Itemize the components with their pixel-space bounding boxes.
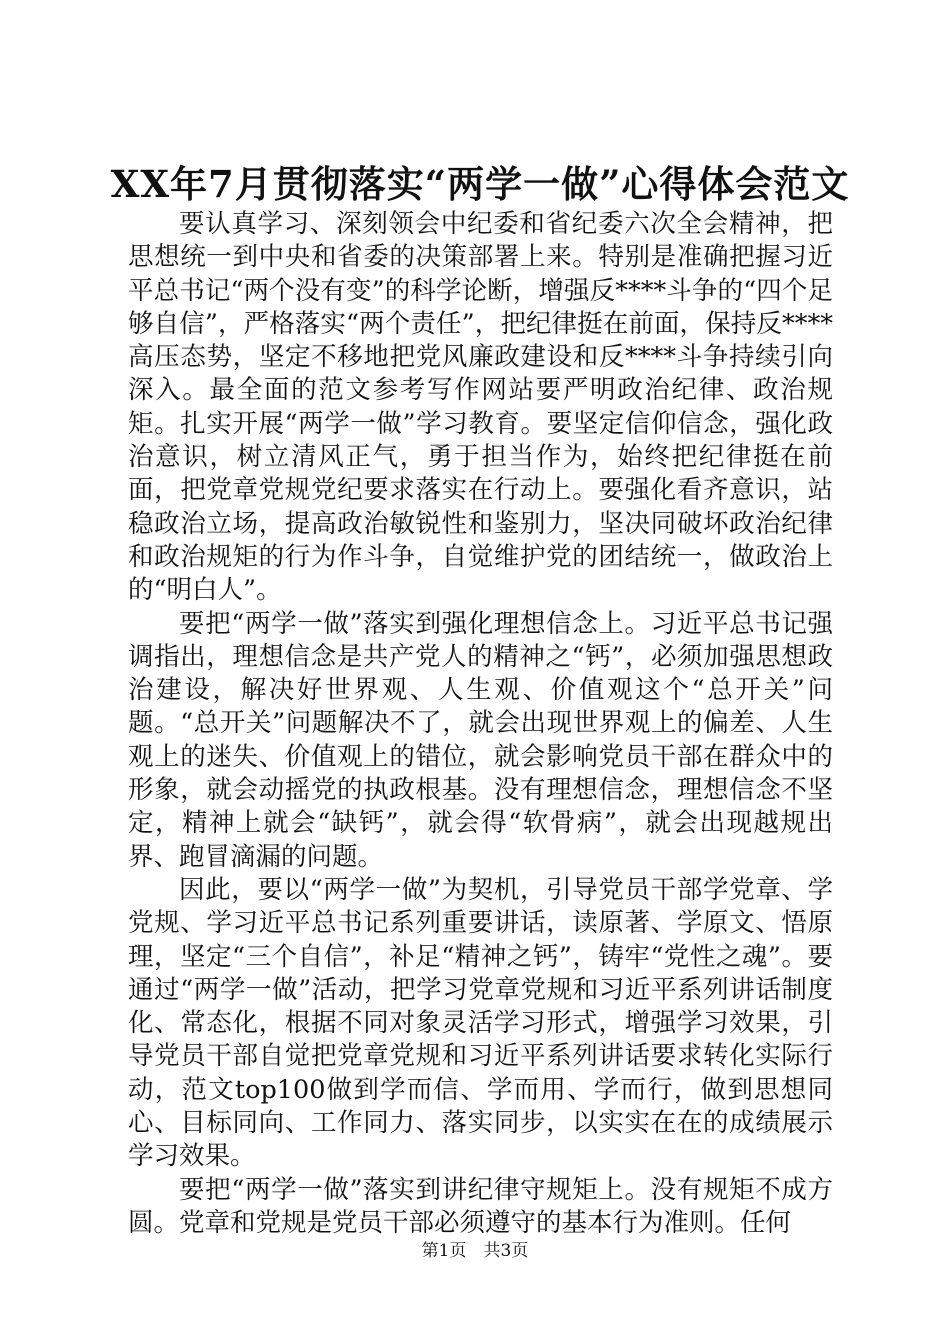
page-number-total: 共3页: [483, 1241, 529, 1261]
paragraph: 要把“两学一做”落实到强化理想信念上。习近平总书记强调指出，理想信念是共产党人的精神之“钙”，必须加强思想政治建设，解决好世界观、人生观、价值观这个“总开关”问题。“总开关”问题解决不了，就会出现世界观上的偏差、人生观上的迷失、价值观上的错位，就会影响党员干部在群众中的形象，就会动摇党的执政根基。没有理想信念，理想信念不坚定，精神上就会“缺钙”，就会得“软骨病”，就会出现越规出界、跑冒滴漏的问题。: [128, 608, 833, 872]
paragraph: 因此，要以“两学一做”为契机，引导党员干部学党章、学党规、学习近平总书记系列重要讲话，读原著、学原文、悟原理，坚定“三个自信”，补足“精神之钙”，铸牢“党性之魂”。要通过“两学一做”活动，把学习党章党规和习近平系列讲话制度化、常态化，根据不同对象灵活学习形式，增强学习效果，引导党员干部自觉把党章党规和习近平系列讲话要求转化实际行动，范文top100做到学而信、学而用、学而行，做到思想同心、目标同向、工作同力、落实同步，以实实在在的成绩展示学习效果。: [128, 874, 833, 1172]
paragraph: 要认真学习、深刻领会中纪委和省纪委六次全会精神，把思想统一到中央和省委的决策部署上来。特别是准确把握习近平总书记“两个没有变”的科学论断，增强反****斗争的“四个足够自信”，严格落实“两个责任”，把纪律挺在前面，保持反****高压态势，坚定不移地把党风廉政建设和反****斗争持续引向深入。最全面的范文参考写作网站要严明政治纪律、政治规矩。扎实开展“两学一做”学习教育。要坚定信仰信念，强化政治意识，树立清风正气，勇于担当作为，始终把纪律挺在前面，把党章党规党纪要求落实在行动上。要强化看齐意识，站稳政治立场，提高政治敏锐性和鉴别力，坚决同破坏政治纪律和政治规矩的行为作斗争，自觉维护党的团结统一，做政治上的“明白人”。: [128, 209, 833, 606]
document-body: [128, 208, 833, 1240]
document-title: XX年7月贯彻落实“两学一做”心得体会范文: [110, 162, 850, 206]
page-footer: [0, 1240, 950, 1262]
paragraph: 要把“两学一做”落实到讲纪律守规矩上。没有规矩不成方圆。党章和党规是党员干部必须遵守的基本行为准则。任何: [128, 1174, 833, 1238]
page-number-current: 第1页: [421, 1241, 467, 1261]
